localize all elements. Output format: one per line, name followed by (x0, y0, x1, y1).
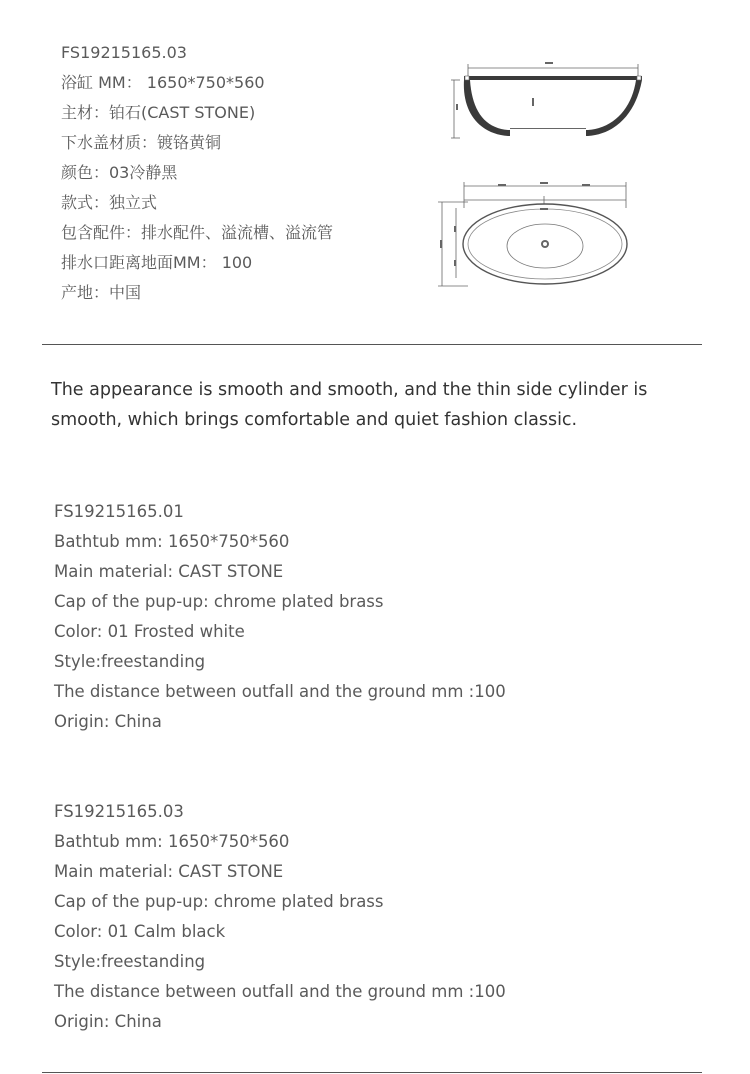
spec-white-cap: Cap of the pup-up: chrome plated brass (54, 592, 384, 611)
spec-black-style: Style:freestanding (54, 952, 206, 971)
product-description-line-2: smooth, which brings comfortable and quiet fashion classic. (51, 410, 578, 430)
spec-black-model: FS19215165.03 (54, 802, 184, 821)
spec-black-cap: Cap of the pup-up: chrome plated brass (54, 892, 384, 911)
cn-spec-style: 款式：独立式 (61, 193, 158, 212)
spec-white-model: FS19215165.01 (54, 502, 184, 521)
spec-block-black (54, 797, 654, 1037)
cn-spec-color: 颜色：03冷静黑 (61, 163, 178, 182)
spec-black-size: Bathtub mm: 1650*750*560 (54, 832, 290, 851)
tub-plan-view-diagram (436, 178, 636, 294)
cn-spec-model: FS19215165.03 (61, 43, 187, 62)
cn-spec-size: 浴缸 MM： 1650*750*560 (61, 73, 265, 92)
section-divider-bottom (42, 1072, 702, 1073)
spec-block-white (54, 497, 654, 737)
tub-side-elevation-diagram (448, 58, 648, 146)
spec-white-size: Bathtub mm: 1650*750*560 (54, 532, 290, 551)
spec-white-style: Style:freestanding (54, 652, 206, 671)
spec-white-material: Main material: CAST STONE (54, 562, 284, 581)
cn-spec-drain-cap: 下水盖材质：镀铬黄铜 (61, 133, 222, 152)
cn-spec-block (61, 38, 421, 308)
spec-black-material: Main material: CAST STONE (54, 862, 284, 881)
product-description-line-1: The appearance is smooth and smooth, and the thin side cylinder is (51, 380, 648, 400)
spec-black-origin: Origin: China (54, 1012, 162, 1031)
spec-white-drain-height: The distance between outfall and the ground mm :100 (54, 682, 506, 701)
product-description (51, 375, 691, 435)
spec-black-color: Color: 01 Calm black (54, 922, 226, 941)
spec-black-drain-height: The distance between outfall and the ground mm :100 (54, 982, 506, 1001)
cn-spec-material: 主材：铂石(CAST STONE) (61, 103, 256, 122)
cn-spec-drain-height: 排水口距离地面MM： 100 (61, 253, 253, 272)
cn-spec-accessories: 包含配件：排水配件、溢流槽、溢流管 (61, 223, 334, 242)
spec-white-color: Color: 01 Frosted white (54, 622, 245, 641)
cn-spec-origin: 产地：中国 (61, 283, 142, 302)
spec-white-origin: Origin: China (54, 712, 162, 731)
section-divider-top (42, 344, 702, 345)
